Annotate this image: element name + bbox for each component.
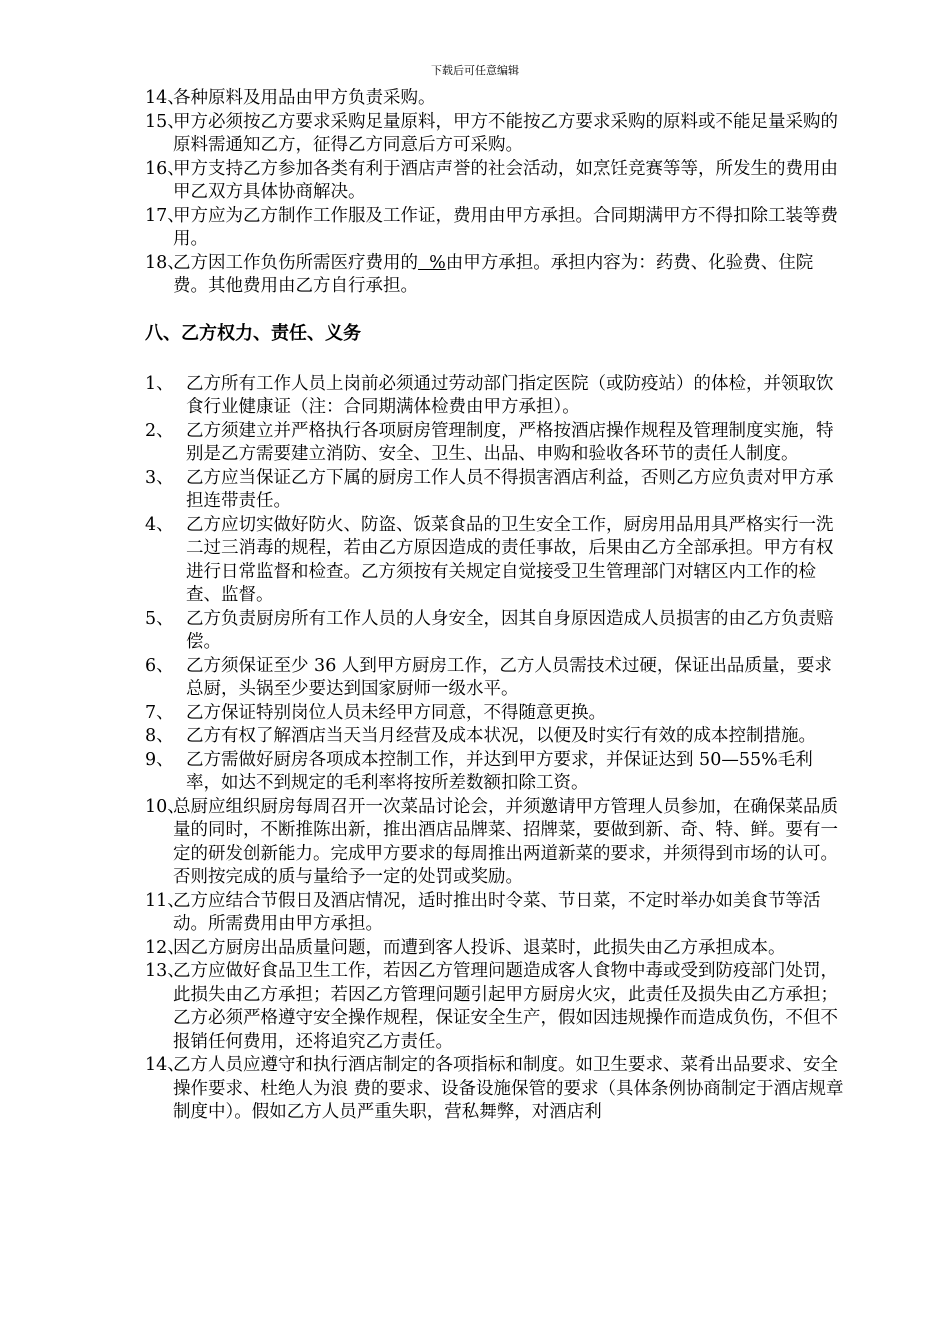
page-header-note: 下载后可任意编辑 xyxy=(431,64,519,77)
item-number: 2、 xyxy=(145,420,174,441)
item-text: 甲方支持乙方参加各类有利于酒店声誉的社会活动，如烹饪竞赛等等，所发生的费用由甲乙双方具体协商解决。 xyxy=(173,158,838,202)
item-text: 乙方人员应遵守和执行酒店制定的各项指标和制度。如卫生要求、菜肴出品要求、安全操作要求、杜绝人为浪 费的要求、设备设施保管的要求（具体条例协商制定于酒店规章制度中）。假如乙方人员严重失职，营私舞弊，对酒店利 xyxy=(173,1055,844,1122)
section8-list xyxy=(145,373,845,796)
item-number: 15、 xyxy=(145,111,185,132)
list-item xyxy=(145,725,845,749)
item-number: 9、 xyxy=(145,749,174,770)
item-number: 1、 xyxy=(145,373,174,394)
list-item xyxy=(145,205,845,252)
item-text: 甲方必须按乙方要求采购足量原料，甲方不能按乙方要求采购的原料或不能足量采购的原料需通知乙方，征得乙方同意后方可采购。 xyxy=(173,111,838,155)
item-text: 因乙方厨房出品质量问题，而遭到客人投诉、退菜时，此损失由乙方承担成本。 xyxy=(173,937,786,958)
list-item xyxy=(145,655,845,702)
percentage-blank: % xyxy=(418,252,446,273)
item-number: 3、 xyxy=(145,467,174,488)
item-number: 17、 xyxy=(145,205,185,226)
item-text: 各种原料及用品由甲方负责采购。 xyxy=(173,88,436,108)
item-text: 乙方应切实做好防火、防盗、饭菜食品的卫生安全工作，厨房用品用具严格实行一洗二过三消毒的规程，若由乙方原因造成的责任事故，后果由乙方全部承担。甲方有权进行日常监督和检查。乙方须按有关规定自觉接受卫生管理部门对辖区内工作的检查、监督。 xyxy=(186,514,834,605)
list-item xyxy=(145,890,845,937)
item-text: 总厨应组织厨房每周召开一次菜品讨论会，并须邀请甲方管理人员参加，在确保菜品质量的同时，不断推陈出新，推出酒店品牌菜、招牌菜，要做到新、奇、特、鲜。要有一定的研发创新能力。完成甲方要求的每周推出两道新菜的要求，并须得到市场的认可。否则按完成的质与量给予一定的处罚或奖励。 xyxy=(173,796,838,887)
item-text: 乙方应结合节假日及酒店情况，适时推出时令菜、节日菜，不定时举办如美食节等活动。所需费用由甲方承担。 xyxy=(173,890,821,934)
list-item xyxy=(145,702,845,726)
list-item xyxy=(145,420,845,467)
list-item xyxy=(145,749,845,796)
list-item xyxy=(145,111,845,158)
item-text: 乙方应当保证乙方下属的厨房工作人员不得损害酒店利益，否则乙方应负责对甲方承担连带责任。 xyxy=(186,467,834,511)
list-item-18 xyxy=(145,252,845,299)
item-text: 乙方需做好厨房各项成本控制工作，并达到甲方要求，并保证达到 50—55%毛利率，如达不到规定的毛利率将按所差数额扣除工资。 xyxy=(186,749,813,793)
item-number: 5、 xyxy=(145,608,174,629)
document-body xyxy=(145,87,845,1125)
item-number: 10、 xyxy=(145,796,185,817)
section7-list xyxy=(145,87,845,299)
item-text: 乙方须保证至少 36 人到甲方厨房工作，乙方人员需技术过硬，保证出品质量，要求总厨，头锅至少要达到国家厨师一级水平。 xyxy=(186,655,832,699)
item-number: 14、 xyxy=(145,88,185,108)
item-text: 甲方应为乙方制作工作服及工作证，费用由甲方承担。合同期满甲方不得扣除工装等费用。 xyxy=(173,205,838,249)
item-text: 乙方保证特别岗位人员未经甲方同意，不得随意更换。 xyxy=(186,702,606,723)
item-number: 8、 xyxy=(145,726,174,746)
item-number: 12、 xyxy=(145,937,185,958)
list-item xyxy=(145,373,845,420)
list-item xyxy=(145,1054,845,1125)
item-number: 7、 xyxy=(145,702,174,723)
list-item xyxy=(145,87,845,111)
item-text xyxy=(173,252,845,299)
item-text: 乙方所有工作人员上岗前必须通过劳动部门指定医院（或防疫站）的体检，并领取饮食行业健康证（注：合同期满体检费由甲方承担）。 xyxy=(186,373,834,417)
list-item xyxy=(145,158,845,205)
item-number: 4、 xyxy=(145,514,174,535)
item-number: 18、 xyxy=(145,252,185,273)
item-text-before: 乙方因工作负伤所需医疗费用的 xyxy=(173,252,418,273)
section-heading: 八、乙方权力、责任、义务 xyxy=(145,322,361,344)
item-text: 乙方须建立并严格执行各项厨房管理制度，严格按酒店操作规程及管理制度实施，特别是乙方需要建立消防、安全、卫生、出品、申购和验收各环节的责任人制度。 xyxy=(186,420,834,464)
list-item xyxy=(145,937,845,961)
item-text: 乙方应做好食品卫生工作，若因乙方管理问题造成客人食物中毒或受到防疫部门处罚，此损失由乙方承担；若因乙方管理问题引起甲方厨房火灾，此责任及损失由乙方承担；乙方必须严格遵守安全操作规程，保证安全生产，假如因违规操作而造成负伤，不但不报销任何费用，还将追究乙方责任。 xyxy=(173,961,838,1052)
item-text: 乙方负责厨房所有工作人员的人身安全，因其自身原因造成人员损害的由乙方负责赔偿。 xyxy=(186,608,834,652)
list-item xyxy=(145,514,845,608)
section8-list-continued xyxy=(145,796,845,1125)
item-text: 乙方有权了解酒店当天当月经营及成本状况，以便及时实行有效的成本控制措施。 xyxy=(186,726,816,746)
item-number: 14、 xyxy=(145,1055,185,1075)
item-number: 6、 xyxy=(145,655,174,676)
list-item xyxy=(145,796,845,890)
item-number: 11、 xyxy=(145,890,185,911)
list-item xyxy=(145,960,845,1054)
item-number: 13、 xyxy=(145,961,185,981)
list-item xyxy=(145,467,845,514)
item-number: 16、 xyxy=(145,158,185,179)
item-text-after: 由甲方承担。承担内容为：药费、化验费、住院费。其他费用由乙方自行承担。 xyxy=(173,252,814,296)
list-item xyxy=(145,608,845,655)
